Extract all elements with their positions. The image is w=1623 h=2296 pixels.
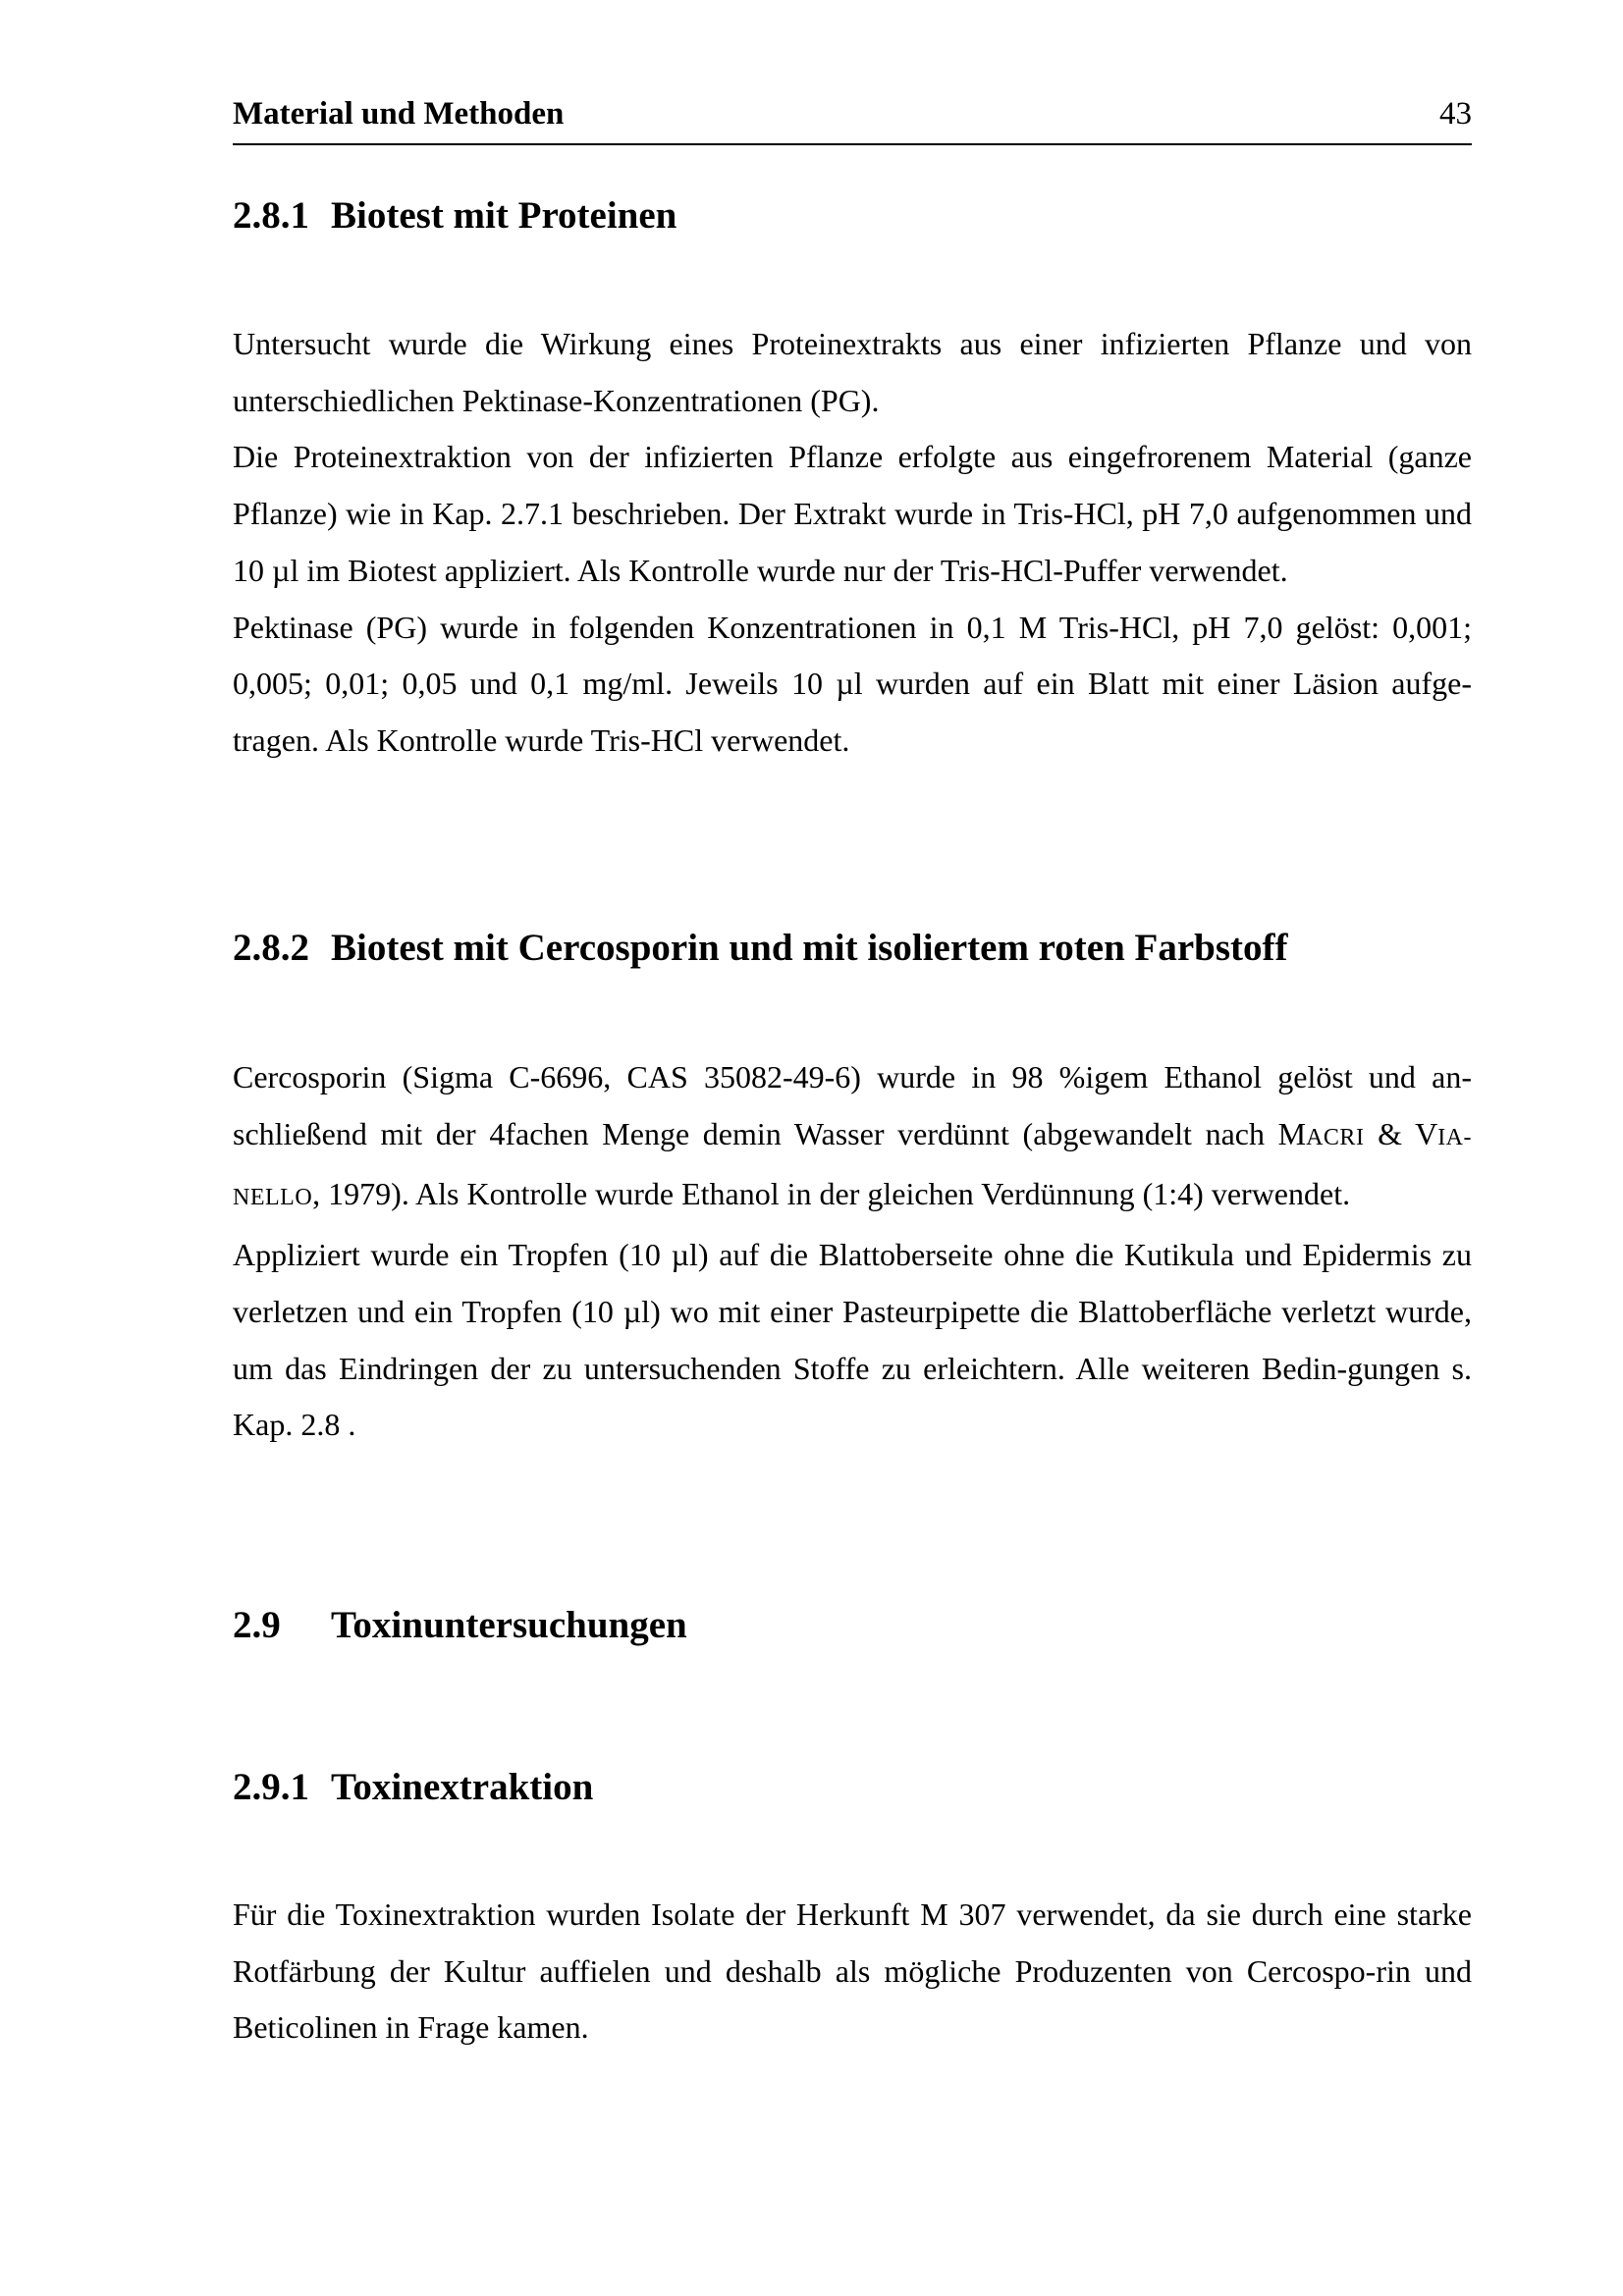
- section-number: 2.8.2: [233, 927, 309, 969]
- paragraph: Cercosporin (Sigma C-6696, CAS 35082-49-6) wurde in 98 %igem Ethanol gelöst und an-schließend mit der 4fachen Menge demin Wasser verdünnt (abgewandelt nach MACRI & VIA-NELLO, 1979). Als Kontrolle wurde Ethanol in der gleichen Verdünnung (1:4) verwendet.: [233, 1059, 1473, 1212]
- page-header: [233, 94, 1472, 145]
- paragraph: Pektinase (PG) wurde in folgenden Konzentrationen in 0,1 M Tris-HCl, pH 7,0 gelöst: 0,001; 0,005; 0,01; 0,05 und 0,1 mg/ml. Jeweils 10 µl wurden auf ein Blatt mit einer Läsion aufge-tragen. Als Kontrolle wurde Tris-HCl verwendet.: [233, 609, 1472, 758]
- paragraph: Untersucht wurde die Wirkung eines Proteinextrakts aus einer infizierten Pflanze und von unterschiedlichen Pektinase-Konzentrationen (PG).: [233, 326, 1472, 418]
- paragraph-text: Cercosporin (Sigma C-6696, CAS 35082-49-6) wurde in 98 %igem Ethanol gelöst und an-schließend mit der 4fachen Menge demin Wasser verdünnt (abgewandelt nach: [233, 1059, 1472, 1151]
- section-body-2-8-1: [233, 316, 1472, 770]
- section-title: Biotest mit Cercosporin und mit isoliertem roten Farbstoff: [331, 927, 1288, 969]
- section-number: 2.9.1: [233, 1766, 309, 1808]
- section-heading-2-9-1: [233, 1764, 593, 1811]
- author-name: VIA-NELLO: [233, 1115, 1473, 1211]
- section-number: 2.8.1: [233, 194, 309, 237]
- author-name: MACRI: [1277, 1115, 1365, 1151]
- section-title: Toxinextraktion: [331, 1766, 594, 1808]
- section-heading-2-8-1: [233, 192, 676, 240]
- page-number: 43: [1439, 96, 1472, 132]
- paragraph-text: , 1979). Als Kontrolle wurde Ethanol in der gleichen Verdünnung (1:4) verwendet.: [312, 1176, 1351, 1212]
- section-heading-2-8-2: [233, 925, 1288, 972]
- header-title: Material und Methoden: [233, 96, 565, 132]
- section-body-2-8-2: [233, 1049, 1472, 1454]
- paragraph: Appliziert wurde ein Tropfen (10 µl) auf die Blattoberseite ohne die Kutikula und Epidermis zu verletzen und ein Tropfen (10 µl) wo mit einer Pasteurpipette die Blattoberfläche verletzt wurde, um das Eindringen der zu untersuchenden Stoffe zu erleichtern. Alle weiteren Bedin-gungen s. Kap. 2.8 .: [233, 1237, 1472, 1443]
- section-title: Toxinuntersuchungen: [331, 1604, 687, 1646]
- section-title: Biotest mit Proteinen: [331, 194, 677, 237]
- section-number: 2.9: [233, 1604, 281, 1646]
- section-body-2-9-1: [233, 1887, 1472, 2056]
- section-heading-2-9: [233, 1602, 687, 1649]
- paragraph: Für die Toxinextraktion wurden Isolate der Herkunft M 307 verwendet, da sie durch eine starke Rotfärbung der Kultur auffielen und deshalb als mögliche Produzenten von Cercospo-rin und Beticolinen in Frage kamen.: [233, 1896, 1472, 2046]
- paragraph: Die Proteinextraktion von der infizierten Pflanze erfolgte aus eingefrorenem Material (ganze Pflanze) wie in Kap. 2.7.1 beschrieben. Der Extrakt wurde in Tris-HCl, pH 7,0 aufgenommen und 10 µl im Biotest appliziert. Als Kontrolle wurde nur der Tris-HCl-Puffer verwendet.: [233, 439, 1472, 588]
